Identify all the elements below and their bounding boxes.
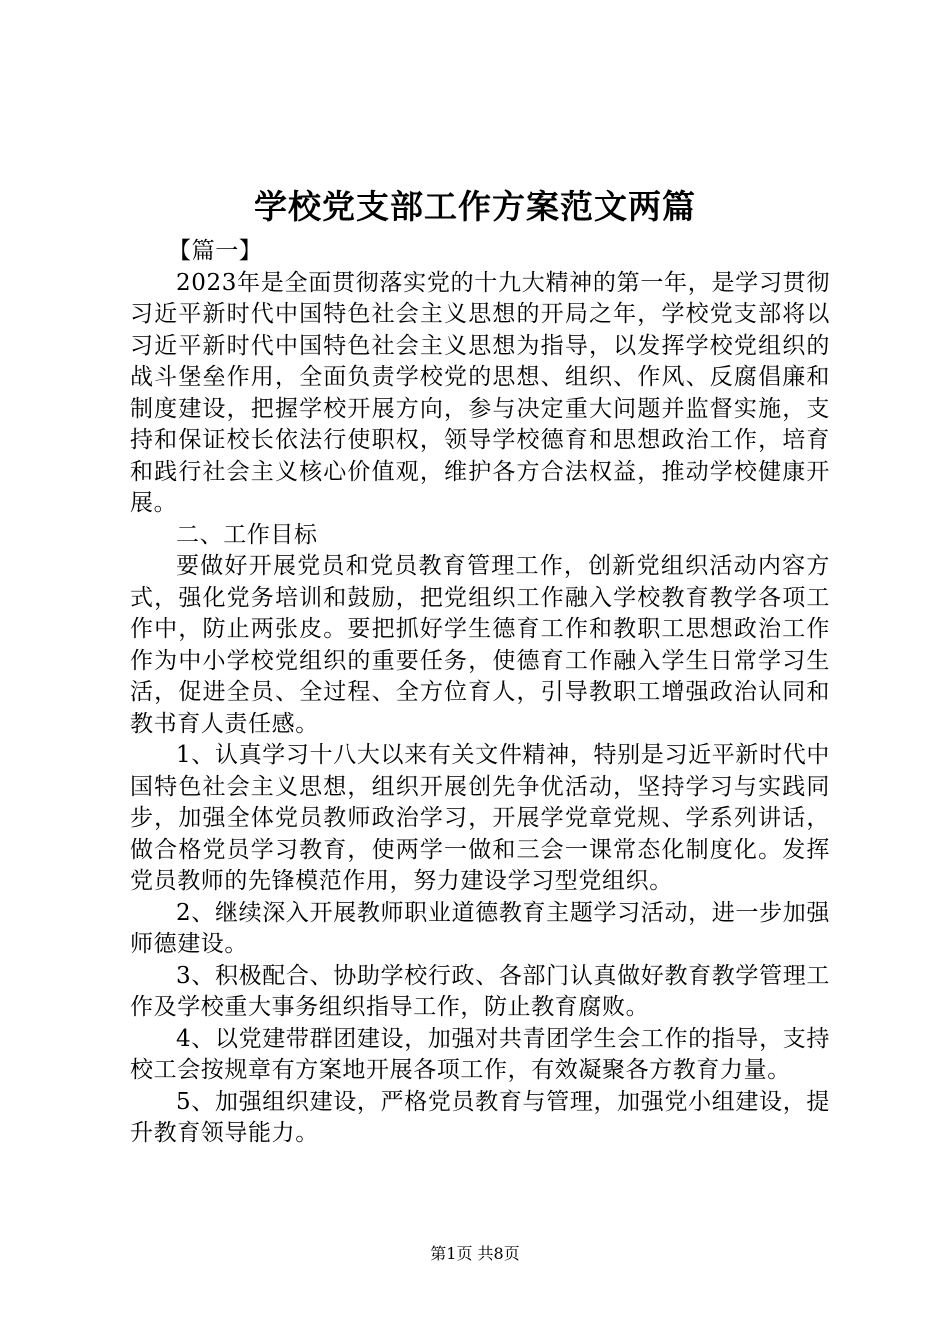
document-title: 学校党支部工作方案范文两篇 <box>254 187 696 226</box>
page-footer: 第1页 共8页 <box>430 1244 520 1263</box>
section-label: 【篇一】 <box>168 238 263 264</box>
list-item: 2、继续深入开展教师职业道德教育主题学习活动，进一步加强师德建设。 <box>130 899 830 957</box>
paragraph: 要做好开展党员和党员教育管理工作，创新党组织活动内容方式，强化党务培训和鼓励，把党组织工作融入学校教育教学各项工作中，防止两张皮。要把抓好学生德育工作和教职工思想政治工作作为中小学校党组织的重要任务，使德育工作融入学生日常学习生活，促进全员、全过程、全方位育人，引导教职工增强政治认同和教书育人责任感。 <box>130 553 830 737</box>
section-heading: 二、工作目标 <box>176 521 318 548</box>
list-item: 1、认真学习十八大以来有关文件精神，特别是习近平新时代中国特色社会主义思想，组织开展创先争优活动，坚持学习与实践同步，加强全体党员教师政治学习，开展学党章党规、学系列讲话，做合格党员学习教育，使两学一做和三会一课常态化制度化。发挥党员教师的先锋模范作用，努力建设学习型党组织。 <box>130 742 830 894</box>
paragraph: 2023年是全面贯彻落实党的十九大精神的第一年，是学习贯彻习近平新时代中国特色社会主义思想的开局之年，学校党支部将以习近平新时代中国特色社会主义思想为指导，以发挥学校党组织的战斗堡垒作用，全面负责学校党的思想、组织、作风、反腐倡廉和制度建设，把握学校开展方向，参与决定重大问题并监督实施，支持和保证校长依法行使职权，领导学校德育和思想政治工作，培育和践行社会主义核心价值观，维护各方合法权益，推动学校健康开展。 <box>130 269 830 516</box>
document-body <box>130 236 830 1150</box>
list-item: 3、积极配合、协助学校行政、各部门认真做好教育教学管理工作及学校重大事务组织指导工作，防止教育腐败。 <box>130 962 830 1020</box>
list-item: 5、加强组织建设，严格党员教育与管理，加强党小组建设，提升教育领导能力。 <box>130 1088 830 1146</box>
list-item: 4、以党建带群团建设，加强对共青团学生会工作的指导，支持校工会按规章有方案地开展各项工作，有效凝聚各方教育力量。 <box>130 1025 830 1083</box>
